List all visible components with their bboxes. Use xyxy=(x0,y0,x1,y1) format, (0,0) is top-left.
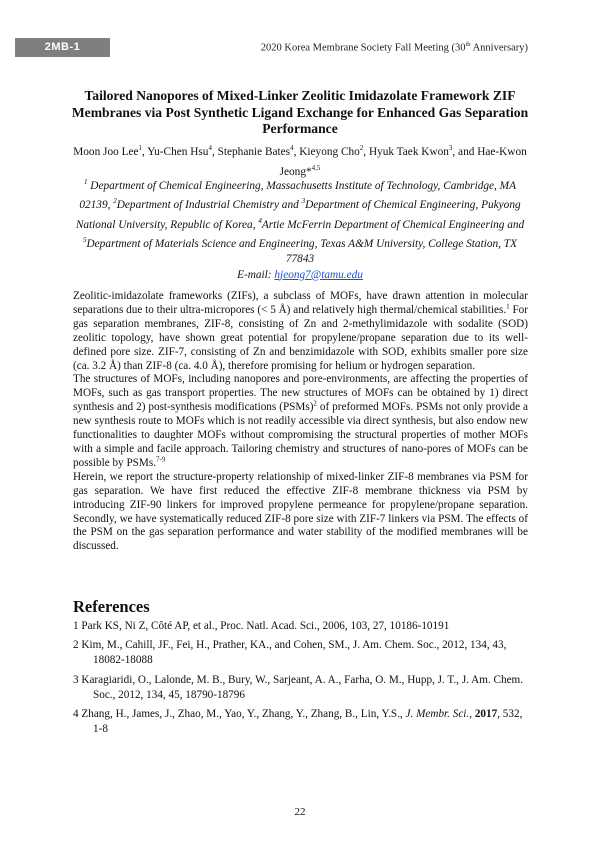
reference-list xyxy=(73,619,533,741)
author: Moon Joo Lee xyxy=(73,145,139,158)
author-list: Moon Joo Lee$^1$, Yu-Chen Hsu$^4$, Stephanie Bates$^4$, Kieyong Cho$^2$, Hyuk Taek Kwon$^3$, and Hae-Kwon Jeong*$^{4,5}$ xyxy=(73,144,527,178)
page-number: 22 xyxy=(294,806,306,818)
abstract-body xyxy=(73,290,528,554)
paragraph: Zeolitic-imidazolate frameworks (ZIFs), a subclass of MOFs, have drawn attention in molecular separations due to their ultra-micropores (< 5 Å) and relatively high thermal/chemical stabilities.$^1$ For gas separation membranes, ZIF-8, consisting of Zn and 2-methylimidazole with sodalite (SOD) zeolitic topology, have shown great potential for propylene/propane separation due to its well-defined pore size. ZIF-7, consisting of Zn and benzimidazole with SOD, exhibits smaller pore size (ca. 3.2 Å) than ZIF-8 (ca. 4.0 Å), therefore promising for helium or hydrogen separation. xyxy=(73,290,528,372)
paragraph: The structures of MOFs, including nanopores and pore-environments, are affecting the properties of MOFs, such as gas transport properties. The new structures of MOFs can be obtained by 1) direct synthesis and 2) post-synthesis modifications (PSMs)$^2$ of preformed MOFs. PSMs not only provide a new synthesis route to MOFs which is not readily accessible via direct synthesis, but also endow new functionalities to daughter MOFs without compromising the structural properties of mother MOFs with a simple and facile approach. Tailoring chemistry and structures of nano-pores of MOFs can be possible by PSMs.$^{7-9}$ xyxy=(73,373,528,469)
author: Stephanie Bates xyxy=(217,145,291,158)
paper-title: Tailored Nanopores of Mixed-Linker Zeolitic Imidazolate Framework ZIF Membranes via Post Synthetic Ligand Exchange for Enhanced Gas Separation Performance xyxy=(71,88,529,136)
paragraph: Herein, we report the structure-property relationship of mixed-linker ZIF-8 membranes via PSM for gas separation. We have first reduced the effective ZIF-8 membrane thickness via PSM by introducing ZIF-90 linkers for improved propylene permeance for propylene/propane separation. Secondly, we have systematically reduced ZIF-8 pore size with ZIF-7 linkers via PSM. The effects of the PSM on the gas separation performance and water stability of the modified membranes will be discussed. xyxy=(73,470,528,553)
reference-item: 2 Kim, M., Cahill, JF., Fei, H., Prather, KA., and Cohen, SM., J. Am. Chem. Soc., 2012, 134, 43, 18082-18088 xyxy=(73,639,507,667)
reference-item: 3 Karagiaridi, O., Lalonde, M. B., Bury, W., Sarjeant, A. A., Farha, O. M., Hupp, J. T., J. Am. Chem. Soc., 2012, 134, 45, 18790-18796 xyxy=(73,673,524,701)
affiliations: $^1$ Department of Chemical Engineering, Massachusetts Institute of Technology, Cambridge, MA 02139, $^2$Department of Industrial Chemistry and $^3$Department of Chemical Engineering, Pukyong National University, Republic of Korea, $^4$Artie McFerrin Department of Chemical Engineering and $^5$Department of Materials Science and Engineering, Texas A&M University, College Station, TX 77843 E-mail: hjeong7@tamu.edu xyxy=(70,175,530,283)
email-line: E-mail: hjeong7@tamu.edu xyxy=(237,268,363,281)
author: Hae-Kwon Jeong* xyxy=(279,145,527,178)
author: Kieyong Cho xyxy=(299,145,360,158)
conference-header: 2020 Korea Membrane Society Fall Meeting (30th Anniversary) xyxy=(260,41,528,54)
author: Hyuk Taek Kwon xyxy=(368,145,449,158)
reference-item: 4 Zhang, H., James, J., Zhao, M., Yao, Y., Zhang, Y., Zhang, B., Lin, Y.S., J. Membr. Sci., 2017, 532, 1-8 xyxy=(73,708,523,736)
author: Yu-Chen Hsu xyxy=(147,145,209,158)
session-badge: 2MB-1 xyxy=(15,38,110,57)
references-heading: References xyxy=(73,597,150,616)
email-link[interactable]: hjeong7@tamu.edu xyxy=(274,268,363,281)
reference-item: 1 Park KS, Ni Z, Côté AP, et al., Proc. Natl. Acad. Sci., 2006, 103, 27, 10186-10191 xyxy=(73,620,450,632)
